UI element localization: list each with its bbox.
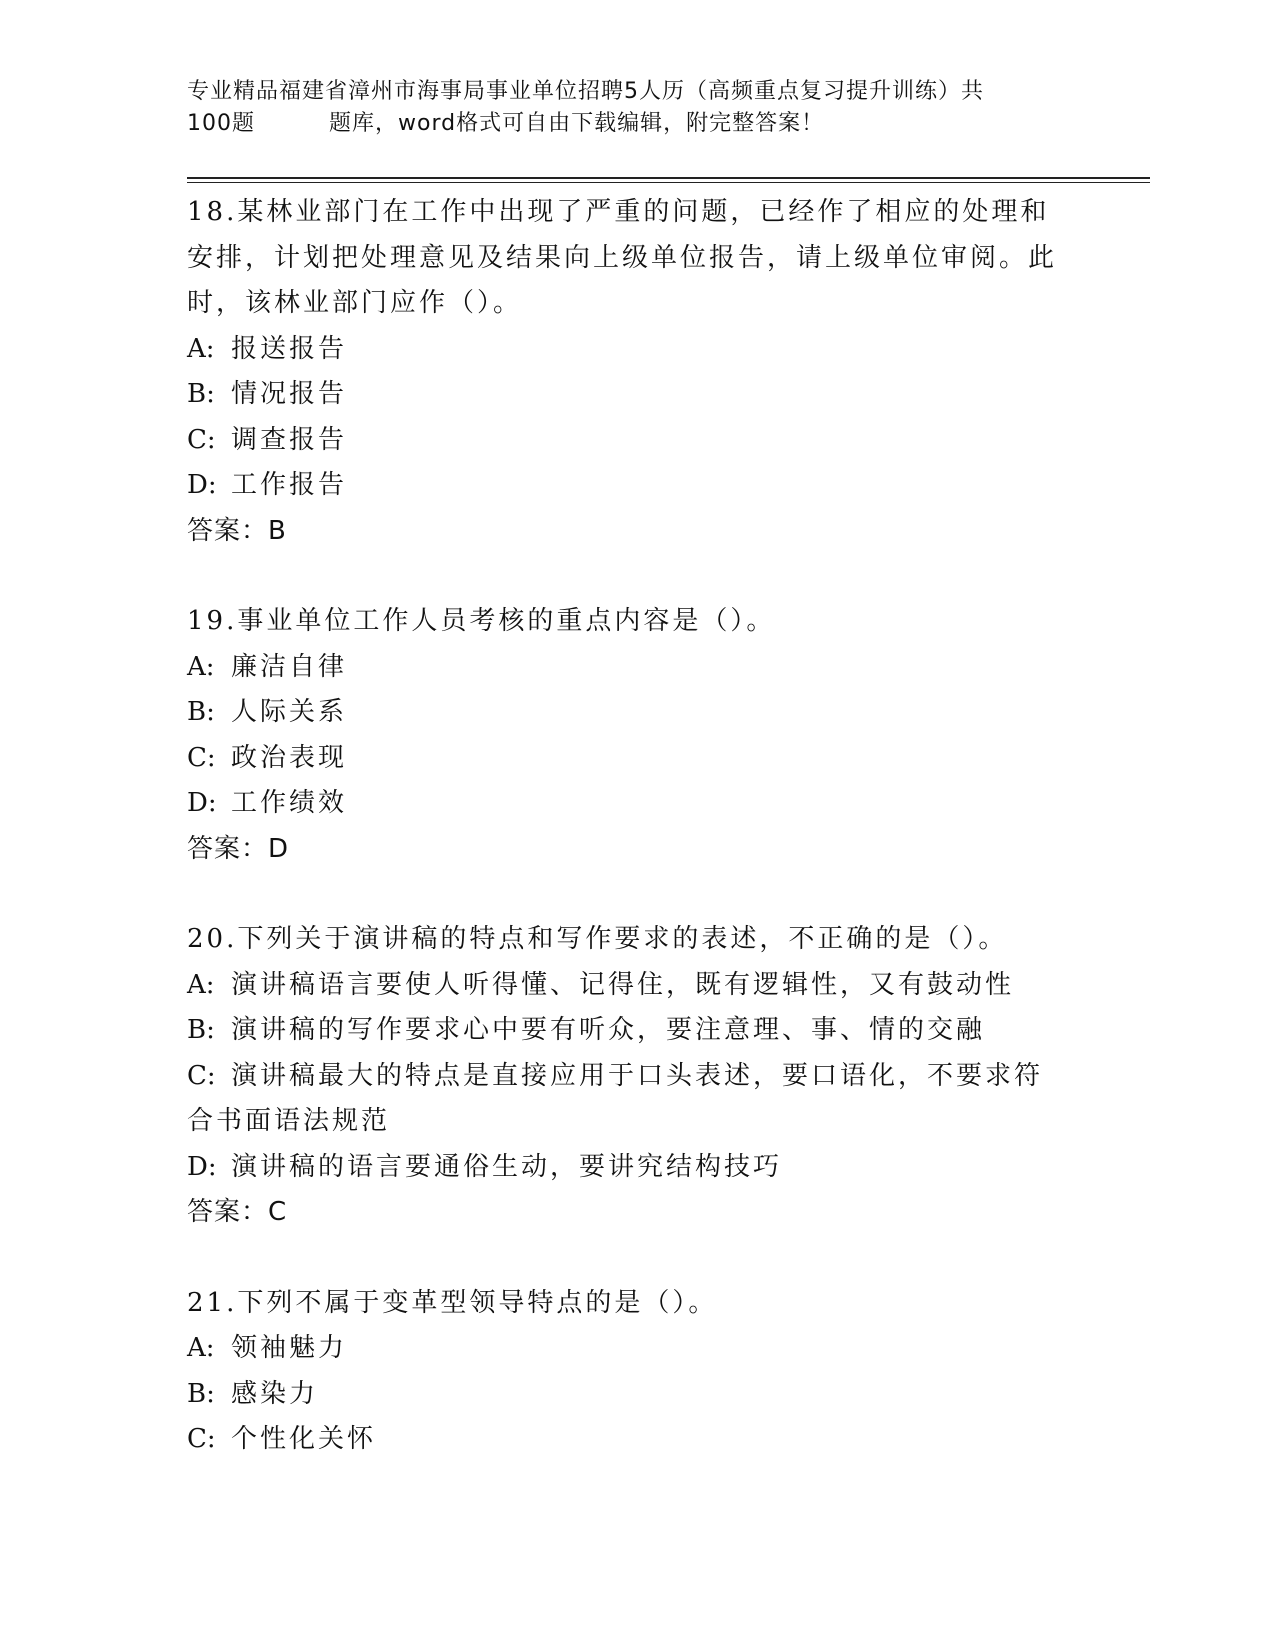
- option-label: A:: [187, 651, 215, 682]
- option-label: B:: [187, 1015, 215, 1045]
- option-text: 政治表现: [231, 742, 348, 773]
- option-text: 演讲稿最大的特点是直接应用于口头表述，要口语化，不要求符合书面语法规范: [187, 1060, 1044, 1136]
- option-label: C:: [187, 742, 216, 773]
- option-text: 工作绩效: [231, 788, 348, 818]
- option-label: D:: [187, 1151, 217, 1182]
- header-description: 题库，word格式可自由下载编辑，附完整答案！: [329, 111, 825, 136]
- question-18: [187, 190, 1067, 554]
- option-a: [187, 1326, 1067, 1372]
- option-text: 情况报告: [231, 379, 348, 409]
- option-text: 演讲稿的写作要求心中要有听众，要注意理、事、情的交融: [231, 1015, 986, 1045]
- header-line-2: [187, 108, 1087, 140]
- option-a: [187, 963, 1067, 1009]
- option-b: [187, 1372, 1067, 1418]
- option-label: C:: [187, 1424, 216, 1454]
- option-text: 演讲稿的语言要通俗生动，要讲究结构技巧: [231, 1151, 783, 1182]
- question-20: [187, 917, 1067, 1236]
- option-label: B:: [187, 1378, 215, 1409]
- option-c: [187, 1417, 1067, 1463]
- option-label: D:: [187, 788, 217, 818]
- option-text: 廉洁自律: [231, 651, 348, 682]
- option-a: [187, 327, 1067, 373]
- option-text: 调查报告: [231, 424, 348, 455]
- option-text: 人际关系: [231, 697, 348, 727]
- header-divider-bottom: [187, 182, 1150, 183]
- option-a: [187, 645, 1067, 691]
- question-21: [187, 1281, 1067, 1463]
- header-line-1: 专业精品福建省漳州市海事局事业单位招聘5人历（高频重点复习提升训练）共: [187, 79, 984, 104]
- option-b: [187, 372, 1067, 418]
- option-text: 感染力: [231, 1378, 319, 1409]
- option-label: A:: [187, 333, 215, 364]
- option-c: [187, 418, 1067, 464]
- answer-text: 答案：B: [187, 515, 287, 546]
- option-b: [187, 1008, 1067, 1054]
- question-list: [187, 190, 1067, 1508]
- option-d: [187, 781, 1067, 827]
- option-text: 工作报告: [231, 470, 348, 500]
- option-label: B:: [187, 697, 215, 727]
- option-text: 领袖魅力: [231, 1333, 348, 1363]
- document-header: [187, 76, 1087, 140]
- option-c: [187, 736, 1067, 782]
- header-question-count: 100题: [187, 111, 255, 136]
- option-label: C:: [187, 1060, 216, 1091]
- option-label: D:: [187, 470, 217, 500]
- question-19: [187, 599, 1067, 872]
- option-label: C:: [187, 424, 216, 455]
- option-text: 报送报告: [231, 333, 348, 364]
- question-text: 21.下列不属于变革型领导特点的是（）。: [187, 1287, 718, 1318]
- option-d: [187, 463, 1067, 509]
- option-text: 个性化关怀: [231, 1424, 377, 1454]
- option-label: A:: [187, 969, 215, 1000]
- question-text: 18.某林业部门在工作中出现了严重的问题，已经作了相应的处理和安排，计划把处理意见及结果向上级单位报告，请上级单位审阅。此时，该林业部门应作（）。: [187, 197, 1058, 318]
- question-text: 20.下列关于演讲稿的特点和写作要求的表述，不正确的是（）。: [187, 924, 1008, 954]
- header-divider-top: [187, 177, 1150, 179]
- option-label: A:: [187, 1333, 215, 1363]
- option-c: [187, 1054, 1067, 1145]
- option-text: 演讲稿语言要使人听得懂、记得住，既有逻辑性，又有鼓动性: [231, 969, 1015, 1000]
- answer-text: 答案：D: [187, 833, 290, 864]
- answer-text: 答案：C: [187, 1197, 288, 1227]
- option-b: [187, 690, 1067, 736]
- question-text: 19.事业单位工作人员考核的重点内容是（）。: [187, 606, 776, 636]
- option-label: B:: [187, 379, 215, 409]
- option-d: [187, 1145, 1067, 1191]
